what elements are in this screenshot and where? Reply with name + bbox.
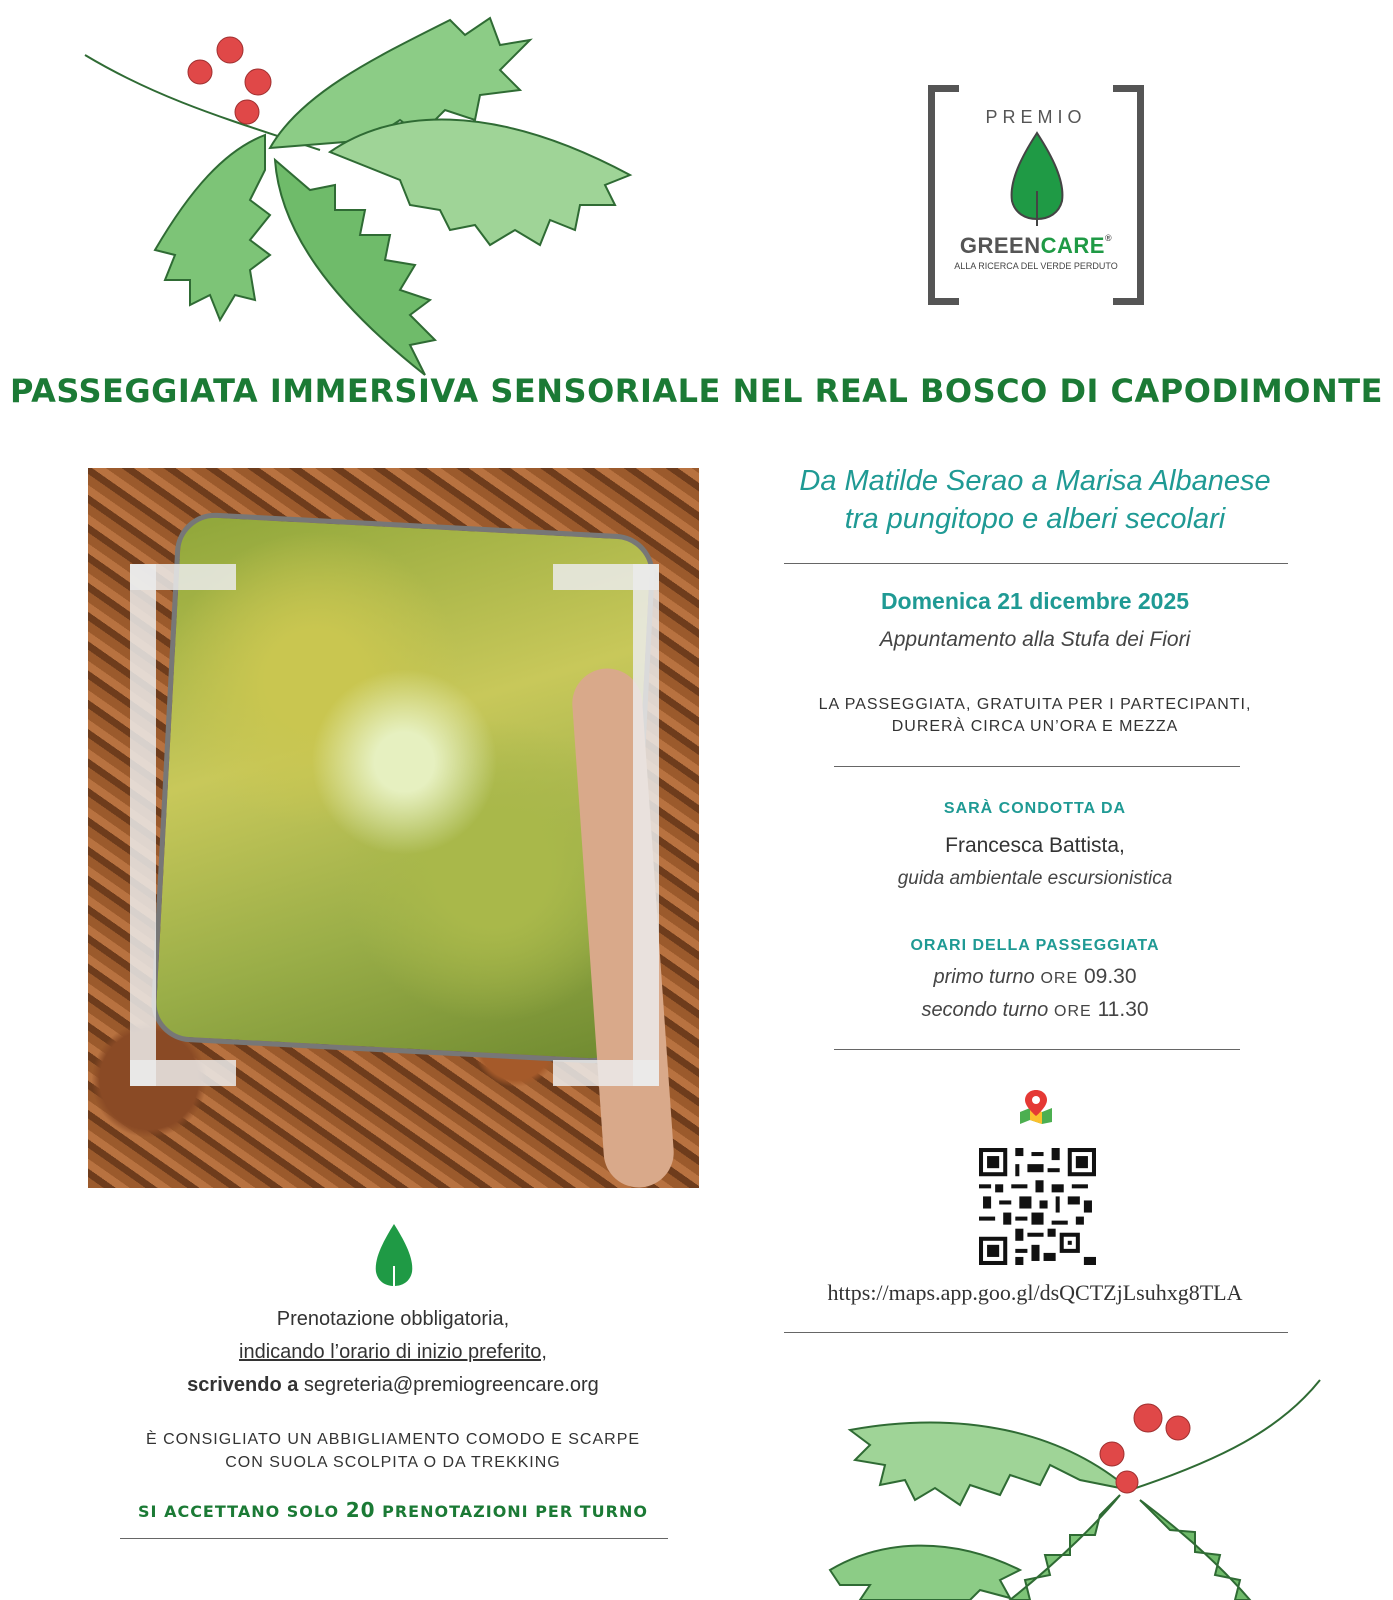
forest-mirror-photo [88,468,699,1188]
photo-bracket-right-bottom [553,1060,659,1086]
booking-writing-to: scrivendo a [187,1374,299,1396]
guide-role: guida ambientale escursionistica [897,868,1173,889]
subtitle-line-2: tra pungitopo e alberi secolari [844,503,1226,535]
logo-reg: ® [1104,233,1113,243]
guide-name: Francesca Battista, [945,834,1125,857]
logo-brand [928,233,1144,259]
photo-bracket-left-top [130,564,236,590]
clothing-advice [93,1428,693,1474]
divider-3 [834,1049,1240,1050]
schedule-label: ORARI DELLA PASSEGGIATA [910,937,1160,954]
logo-brand-green: GREEN [959,233,1041,258]
turn-2-ore: ORE [1054,1003,1092,1020]
logo-tagline: ALLA RICERCA DEL VERDE PERDUTO [954,261,1118,271]
page-title: PASSEGGIATA IMMERSIVA SENSORIALE NEL REAL BOSCO DI CAPODIMONTE [10,372,1383,410]
advice-line-2: CON SUOLA SCOLPITA O DA TREKKING [225,1454,561,1471]
event-meeting-point: Appuntamento alla Stufa dei Fiori [879,628,1191,651]
logo-brand-care: CARE [1040,233,1105,258]
divider-1 [784,563,1288,564]
booking-line-3 [93,1374,693,1397]
subtitle-line-1: Da Matilde Serao a Marisa Albanese [799,465,1271,497]
photo-bracket-right-top [553,564,659,590]
turn-1 [740,965,1330,989]
advice-line-1: È CONSIGLIATO UN ABBIGLIAMENTO COMODO E SCARPE [145,1431,641,1448]
event-info [740,694,1330,738]
divider-2 [834,766,1240,767]
turn-2 [740,998,1330,1022]
qr-code[interactable] [979,1148,1096,1265]
limit-pre: SI ACCETTANO SOLO [138,1502,340,1521]
booking-email-link[interactable]: segreteria@premiogreencare.org [303,1374,599,1396]
booking-line-2-text: indicando l’orario di inizio preferito, [239,1341,547,1363]
map-url-link[interactable]: https://maps.app.goo.gl/dsQCTZjLsuhxg8TLA [827,1280,1243,1305]
event-info-line-1: LA PASSEGGIATA, GRATUITA PER I PARTECIPANTI, [818,696,1252,713]
turn-1-time: 09.30 [1083,965,1137,988]
turn-2-time: 11.30 [1097,998,1149,1021]
photo-bracket-right-vertical [633,564,659,1086]
photo-bracket-left-vertical [130,564,156,1086]
photo-bracket-left-bottom [130,1060,236,1086]
holly-decoration-bottom [800,1370,1330,1600]
booking-line-1: Prenotazione obbligatoria, [276,1308,510,1330]
limit-number: 20 [345,1498,376,1522]
event-subtitle [740,462,1330,538]
turn-1-label: primo turno [933,966,1035,988]
divider-4 [784,1332,1288,1333]
limit-post: PRENOTAZIONI PER TURNO [382,1502,648,1521]
turn-1-ore: ORE [1040,970,1079,987]
leaf-icon-small [372,1222,416,1294]
map-pin-icon[interactable] [1018,1088,1054,1124]
turn-2-label: secondo turno [921,999,1049,1021]
holly-decoration-top [70,0,670,390]
booking-line-2 [93,1341,693,1364]
led-by-label: SARÀ CONDOTTA DA [943,800,1127,817]
premio-greencare-logo [928,85,1144,307]
booking-limit [93,1498,693,1522]
event-info-line-2: DURERÀ CIRCA UN’ORA E MEZZA [891,718,1179,735]
logo-premio-text: PREMIO [985,107,1087,127]
leaf-icon [1007,131,1067,226]
divider-5 [120,1538,668,1539]
event-date: Domenica 21 dicembre 2025 [880,588,1190,614]
